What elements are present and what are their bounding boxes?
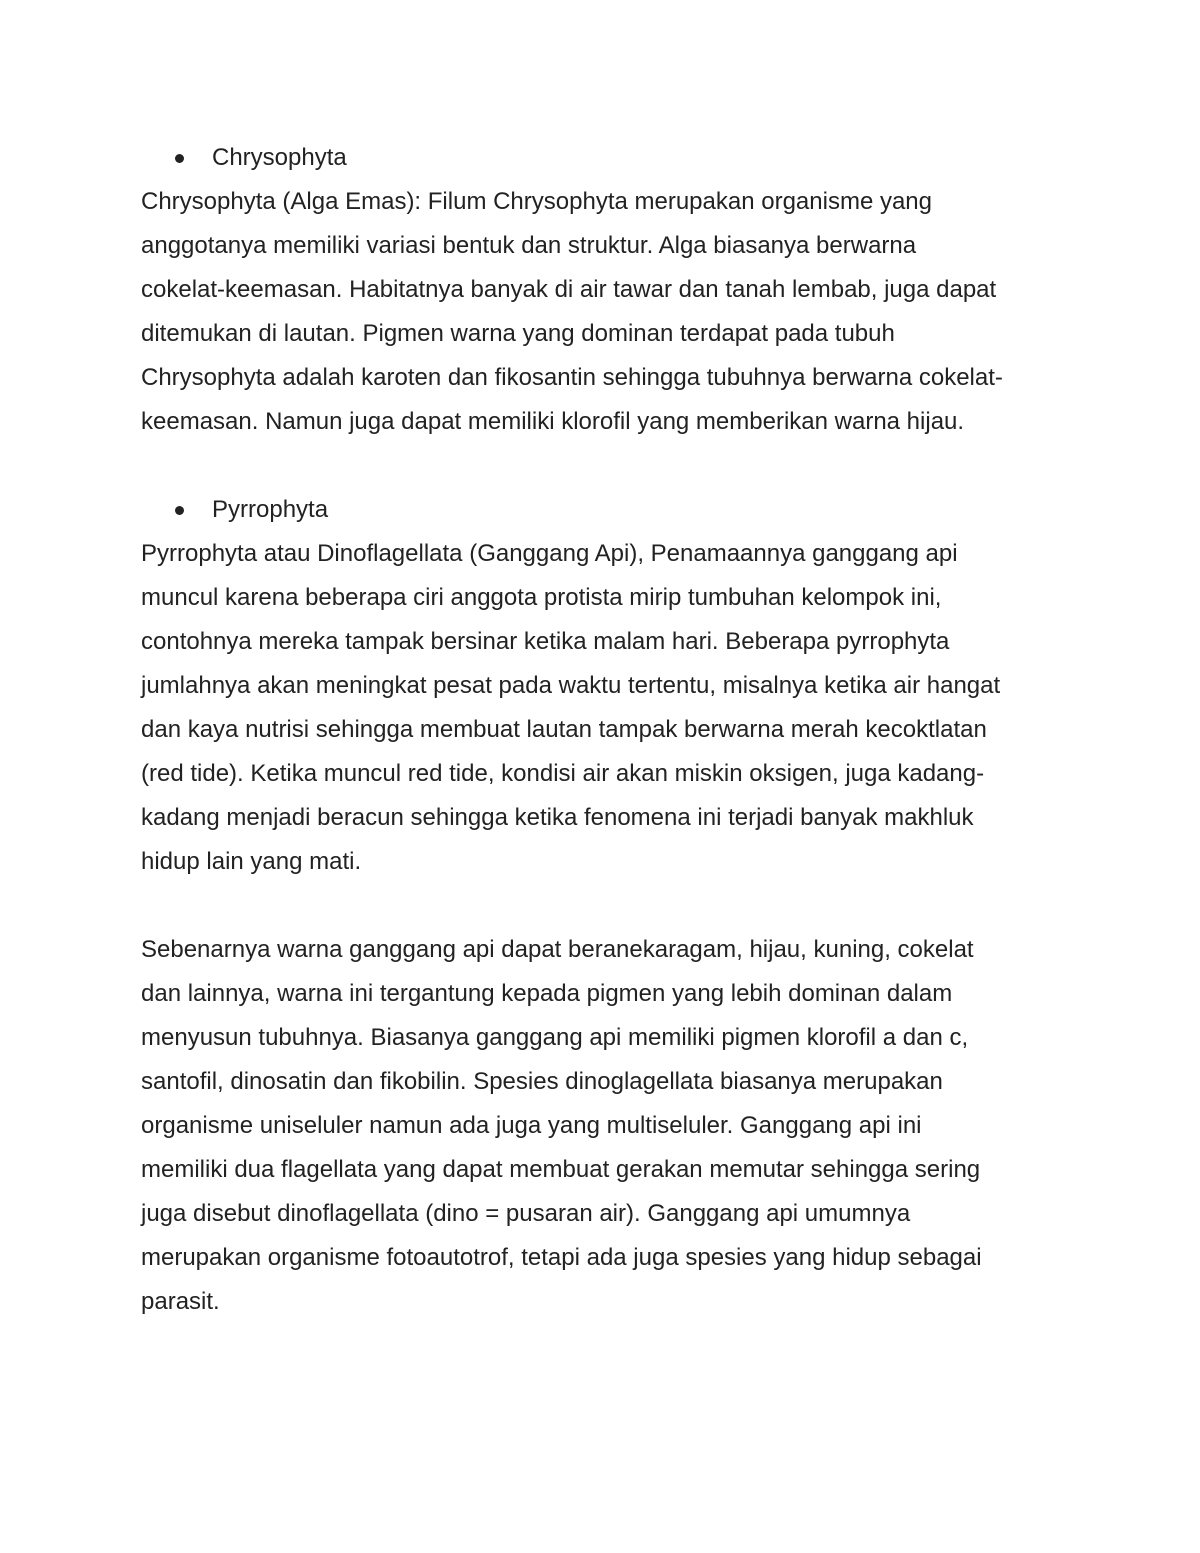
section-chrysophyta [141, 136, 1060, 444]
text-line: Pyrrophyta atau Dinoflagellata (Ganggang Api), Penamaannya ganggang api [141, 540, 958, 567]
text-line: kadang menjadi beracun sehingga ketika fenomena ini terjadi banyak makhluk [141, 804, 974, 831]
text-line: memiliki dua flagellata yang dapat membuat gerakan memutar sehingga sering [141, 1156, 981, 1183]
bullet-dot-icon [175, 154, 184, 163]
text-line: santofil, dinosatin dan fikobilin. Spesies dinoglagellata biasanya merupakan [141, 1068, 943, 1095]
text-line: dan kaya nutrisi sehingga membuat lautan tampak berwarna merah kecoktlatan [141, 716, 987, 743]
text-line: ditemukan di lautan. Pigmen warna yang dominan terdapat pada tubuh [141, 320, 895, 347]
text-line: muncul karena beberapa ciri anggota protista mirip tumbuhan kelompok ini, [141, 584, 942, 611]
text-line: cokelat-keemasan. Habitatnya banyak di air tawar dan tanah lembab, juga dapat [141, 276, 997, 303]
text-line: Chrysophyta adalah karoten dan fikosantin sehingga tubuhnya berwarna cokelat- [141, 364, 1003, 391]
text-line: anggotanya memiliki variasi bentuk dan struktur. Alga biasanya berwarna [141, 232, 917, 259]
section-heading: Pyrrophyta [212, 496, 329, 523]
text-line: contohnya mereka tampak bersinar ketika malam hari. Beberapa pyrrophyta [141, 628, 950, 655]
bullet-dot-icon [175, 506, 184, 515]
paragraph-gap [141, 884, 1060, 928]
text-line: menyusun tubuhnya. Biasanya ganggang api memiliki pigmen klorofil a dan c, [141, 1024, 969, 1051]
text-line: parasit. [141, 1288, 220, 1315]
text-line: Chrysophyta (Alga Emas): Filum Chrysophyta merupakan organisme yang [141, 188, 933, 215]
paragraph-ganggang-api-color [141, 928, 1060, 1324]
text-line: merupakan organisme fotoautotrof, tetapi ada juga spesies yang hidup sebagai [141, 1244, 982, 1271]
paragraph-gap [141, 444, 1060, 488]
text-line: hidup lain yang mati. [141, 848, 362, 875]
text-line: dan lainnya, warna ini tergantung kepada pigmen yang lebih dominan dalam [141, 980, 953, 1007]
section-pyrrophyta [141, 488, 1060, 884]
text-line: (red tide). Ketika muncul red tide, kondisi air akan miskin oksigen, juga kadang- [141, 760, 985, 787]
text-line: organisme uniseluler namun ada juga yang multiseluler. Ganggang api ini [141, 1112, 922, 1139]
paragraph-pyrrophyta [141, 532, 1060, 884]
bullet-item-chrysophyta [141, 136, 1060, 180]
text-line: keemasan. Namun juga dapat memiliki klorofil yang memberikan warna hijau. [141, 408, 965, 435]
paragraph-chrysophyta [141, 180, 1060, 444]
text-line: jumlahnya akan meningkat pesat pada waktu tertentu, misalnya ketika air hangat [141, 672, 1001, 699]
text-line: Sebenarnya warna ganggang api dapat beranekaragam, hijau, kuning, cokelat [141, 936, 974, 963]
bullet-item-pyrrophyta [141, 488, 1060, 532]
text-line: juga disebut dinoflagellata (dino = pusaran air). Ganggang api umumnya [141, 1200, 911, 1227]
section-heading: Chrysophyta [212, 144, 347, 171]
